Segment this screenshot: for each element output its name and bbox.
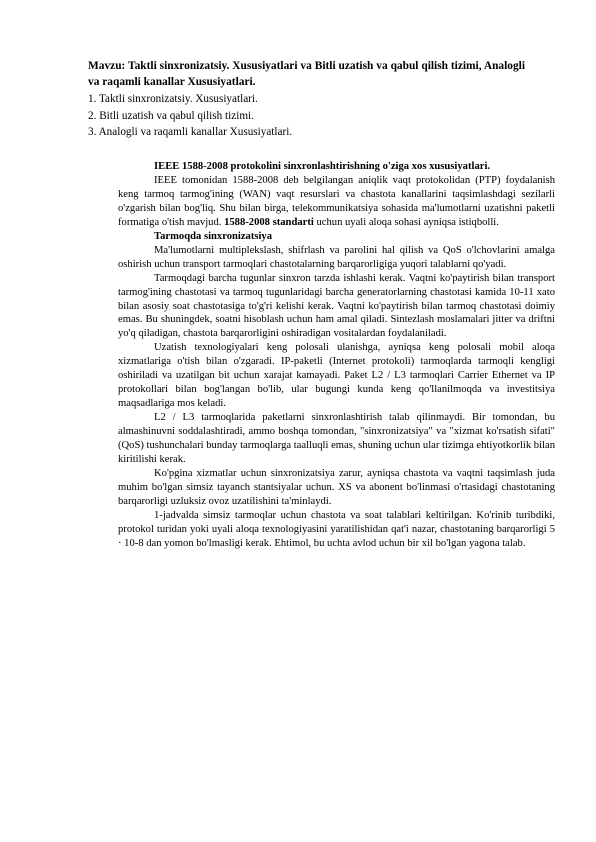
paragraph: Ma'lumotlarni multiplekslash, shifrlash va parolini hal qilish va QoS o'lchovlarini amalga oshirish uchun transport tarmoqlari chastotalarning barqarorligiga yuqori talablarni qo'yadi.: [118, 244, 555, 270]
paragraph: Ko'pgina xizmatlar uchun sinxronizatsiya zarur, ayniqsa chastota va vaqtni taqsimlash juda muhim bo'lgan simsiz tayanch stantsiyalar uchun. XS va abonent bo'linmasi o'rtasidagi chastotaning barqarorligi uzluksiz ovoz uzatilishini ta'minlaydi.: [118, 467, 555, 507]
section-heading-network-sync: Tarmoqda sinxronizatsiya: [154, 230, 273, 242]
document-body: [118, 160, 555, 551]
outline-item: 3. Analogli va raqamli kanallar Xususiyatlari.: [88, 126, 293, 138]
paragraph: L2 / L3 tarmoqlarida paketlarni sinxronlashtirish talab qilinmaydi. Bir tomondan, bu almashinuvni soddalashtiradi, ammo boshqa tomondan, "sinxronizatsiya" va "xizmat ko'rsatish sifati" (QoS) tushunchalari bunday tarmoqlarga taalluqli emas, shuning uchun ular tizimga ehtiyotkorlik bilan kiritilishi kerak.: [118, 412, 555, 466]
topic-title: Mavzu: Taktli sinxronizatsiy. Xususiyatlari va Bitli uzatish va qabul qilish tizimi, Analogli va raqamli kanallar Xususiyatlari.: [88, 60, 525, 88]
paragraph: 1-jadvalda simsiz tarmoqlar uchun chastota va soat talablari keltirilgan. Ko'rinib turibdiki, protokol turidan yoki uyali aloqa texnologiyasini yaratilishidan qat'i nazar, chastotaning barqarorligi 5 · 10-8 dan yomon bo'lmasligi kerak. Ehtimol, bu uchta avlod uchun bir xil bo'lgan yagona talab.: [118, 509, 555, 549]
section-heading-ieee: IEEE 1588-2008 protokolini sinxronlashtirishning o'ziga xos xususiyatlari.: [154, 161, 491, 172]
outline-item: 1. Taktli sinxronizatsiy. Xususiyatlari.: [88, 93, 258, 105]
topic-outline: [88, 91, 525, 141]
paragraph: Uzatish texnologiyalari keng polosali ulanishga, ayniqsa keng polosali mobil aloqa xizmatlariga o'tish bilan o'zgaradi. IP-paketli (Internet protokoli) tarmoqlarda tarmoqli kengligi oshiriladi va uzatilgan bit uchun xarajat kamayadi. Paket L2 / L3 tarmoqlari Carrier Ethernet va IP protokollari bilan bog'langan bo'lib, ular bugungi kunda keng qo'llanilmoqda va investitsiya maqsadlariga mos keladi.: [118, 342, 555, 410]
outline-item: 2. Bitli uzatish va qabul qilish tizimi.: [88, 109, 254, 122]
paragraph-text: IEEE tomonidan 1588-2008 deb belgilangan aniqlik vaqt protokolidan (PTP) foydalanish keng tarmoq tarmog'ining (WAN) vaqt resurslari va chastota kanallarini taqsimlashdagi sezilarli o'zgarish bilan bog'liq. Shu bilan birga, telekommunikatsiya sohasida ma'lumotlarni uzatishni paketli formatiga o'tish mavjud.: [118, 174, 555, 228]
paragraph: Tarmoqdagi barcha tugunlar sinxron tarzda ishlashi kerak. Vaqtni ko'paytirish bilan transport tarmog'ining chastotasi va tarmoq tugunlaridagi barcha generatorlarning chastotasi kamida 10-11 xato bilan asosiy soat chastotasiga to'g'ri kelishi kerak. Vaqtni ko'paytirish bilan tarmoq chastotasi doimiy emas. Bu shuningdek, soatni hisoblash uchun ham amal qiladi. Sintezlash moslamalari jitter va driftni yo'q qiladigan, chastota barqarorligini oshiradigan vositalardan foydalaniladi.: [118, 272, 555, 340]
bold-term: 1588-2008 standarti: [224, 216, 314, 228]
paragraph: [118, 174, 555, 230]
paragraph-text: uchun uyali aloqa sohasi ayniqsa istiqbolli.: [313, 216, 499, 228]
